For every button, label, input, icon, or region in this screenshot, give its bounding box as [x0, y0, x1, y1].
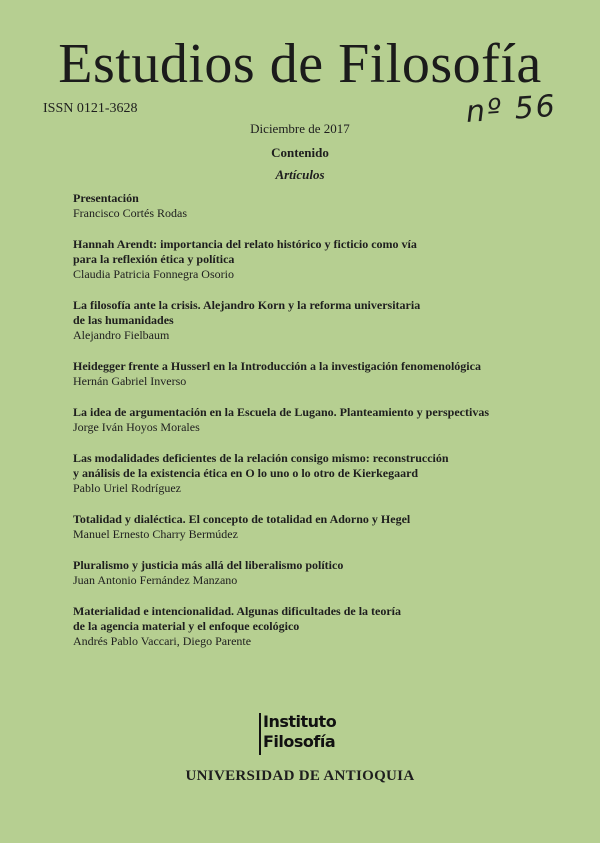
toc-entry [73, 558, 543, 588]
article-title-line: La idea de argumentación en la Escuela de Lugano. Planteamiento y perspectivas [73, 405, 489, 419]
article-title [73, 512, 543, 527]
article-author: Andrés Pablo Vaccari, Diego Parente [73, 634, 252, 648]
toc-entry [73, 237, 543, 282]
article-title [73, 237, 543, 267]
article-title-line: de la agencia material y el enfoque ecológico [73, 619, 300, 633]
table-of-contents [73, 191, 543, 665]
article-author: Juan Antonio Fernández Manzano [73, 573, 238, 587]
toc-entry [73, 512, 543, 542]
toc-entry [73, 298, 543, 343]
logo-bar [259, 713, 261, 755]
article-title-line: Materialidad e intencionalidad. Algunas dificultades de la teoría [73, 604, 402, 618]
toc-entry [73, 405, 543, 435]
journal-title: Estudios de Filosofía [58, 33, 542, 95]
toc-entry [73, 359, 543, 389]
contents-heading: Contenido [271, 145, 329, 160]
university-name: UNIVERSIDAD DE ANTIOQUIA [185, 768, 415, 784]
article-title-line: La filosofía ante la crisis. Alejandro Korn y la reforma universitaria [73, 298, 421, 312]
article-title-line: Presentación [73, 191, 139, 205]
article-title-line: y análisis de la existencia ética en O lo uno o lo otro de Kierkegaard [73, 466, 419, 480]
article-title [73, 298, 543, 328]
issue-date: Diciembre de 2017 [250, 121, 350, 136]
toc-entry [73, 604, 543, 649]
instituto-filosofia-logo [259, 711, 349, 757]
section-heading: Artículos [275, 167, 325, 182]
article-title-line: Las modalidades deficientes de la relación consigo mismo: reconstrucción [73, 451, 449, 465]
article-author: Alejandro Fielbaum [73, 328, 170, 342]
article-author: Manuel Ernesto Charry Bermúdez [73, 527, 238, 541]
article-title [73, 558, 543, 573]
article-title-line: de las humanidades [73, 313, 174, 327]
article-author: Pablo Uriel Rodríguez [73, 481, 181, 495]
article-title [73, 359, 543, 374]
logo-line-1: Instituto [263, 712, 337, 731]
logo-line-2: Filosofía [263, 732, 336, 751]
article-title-line: para la reflexión ética y política [73, 252, 235, 266]
article-title-line: Heidegger frente a Husserl en la Introducción a la investigación fenomenológica [73, 359, 481, 373]
article-author: Hernán Gabriel Inverso [73, 374, 187, 388]
article-title-line: Hannah Arendt: importancia del relato histórico y ficticio como vía [73, 237, 417, 251]
toc-entry [73, 191, 543, 221]
article-title-line: Pluralismo y justicia más allá del liberalismo político [73, 558, 344, 572]
issue-number: nº 56 [464, 88, 558, 130]
article-author: Claudia Patricia Fonnegra Osorio [73, 267, 234, 281]
issn-number: ISSN 0121-3628 [43, 101, 138, 116]
toc-entry [73, 451, 543, 496]
article-title [73, 451, 543, 481]
article-title [73, 604, 543, 634]
article-author: Jorge Iván Hoyos Morales [73, 420, 200, 434]
article-title [73, 191, 543, 206]
article-title [73, 405, 543, 420]
article-title-line: Totalidad y dialéctica. El concepto de totalidad en Adorno y Hegel [73, 512, 411, 526]
article-author: Francisco Cortés Rodas [73, 206, 187, 220]
